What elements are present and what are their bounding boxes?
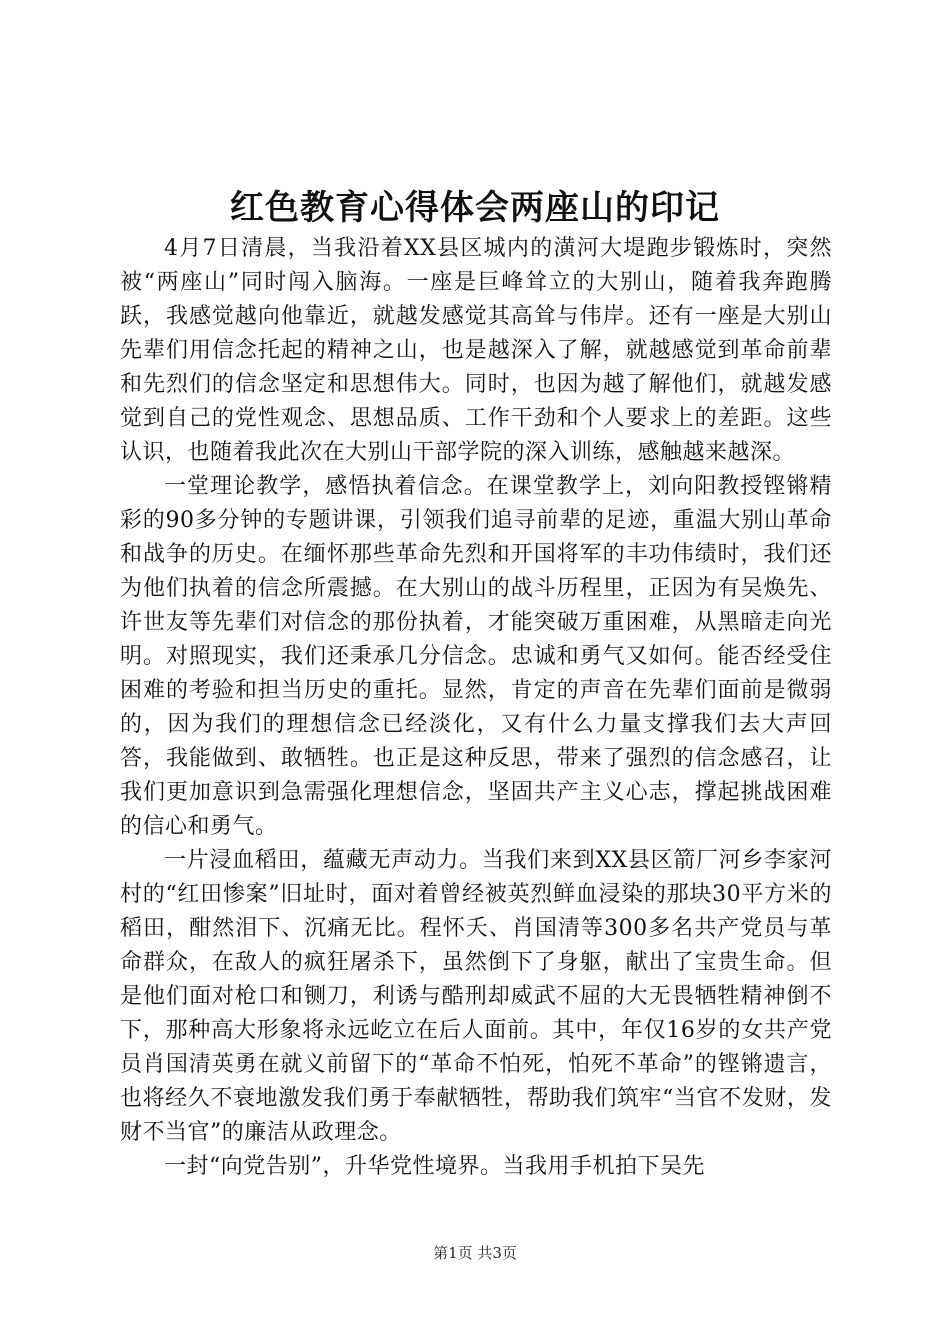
page-number-footer: 第1页 共3页 — [433, 1244, 517, 1262]
document-title: 红色教育心得体会两座山的印记 — [230, 188, 720, 228]
paragraph: 一堂理论教学，感悟执着信念。在课堂教学上，刘向阳教授铿锵精彩的90多分钟的专题讲课，引领我们追寻前辈的足迹，重温大别山革命和战争的历史。在缅怀那些革命先烈和开国将军的丰功伟绩时，我们还为他们执着的信念所震撼。在大别山的战斗历程里，正因为有吴焕先、许世友等先辈们对信念的那份执着，才能突破万重困难，从黑暗走向光明。对照现实，我们还秉承几分信念。忠诚和勇气又如何。能否经受住困难的考验和担当历史的重托。显然，肯定的声音在先辈们面前是微弱的，因为我们的理想信念已经淡化，又有什么力量支撑我们去大声回答，我能做到、敢牺牲。也正是这种反思，带来了强烈的信念感召，让我们更加意识到急需强化理想信念，坚固共产主义心志，撑起挑战困难的信心和勇气。 — [120, 474, 832, 839]
paragraph: 4月7日清晨，当我沿着XX县区城内的潢河大堤跑步锻炼时，突然被“两座山”同时闯入脑海。一座是巨峰耸立的大别山，随着我奔跑腾跃，我感觉越向他靠近，就越发感觉其高耸与伟岸。还有一座是大别山先辈们用信念托起的精神之山，也是越深入了解，就越感觉到革命前辈和先烈们的信念坚定和思想伟大。同时，也因为越了解他们，就越发感觉到自己的党性观念、思想品质、工作干劲和个人要求上的差距。这些认识，也随着我此次在大别山干部学院的深入训练，感触越来越深。 — [120, 236, 832, 465]
paragraph: 一封“向党告别”，升华党性境界。当我用手机拍下吴先 — [164, 1154, 705, 1179]
paragraph: 一片浸血稻田，蕴藏无声动力。当我们来到XX县区箭厂河乡李家河村的“红田惨案”旧址时，面对着曾经被英烈鲜血浸染的那块30平方米的稻田，酣然泪下、沉痛无比。程怀夭、肖国清等300多名共产党员与革命群众，在敌人的疯狂屠杀下，虽然倒下了身躯，献出了宝贵生命。但是他们面对枪口和铡刀，利诱与酷刑却威武不屈的大无畏牺牲精神倒不下，那种高大形象将永远屹立在后人面前。其中，年仅16岁的女共产党员肖国清英勇在就义前留下的“革命不怕死，怕死不革命”的铿锵遗言，也将经久不衰地激发我们勇于奉献牺牲，帮助我们筑牢“当官不发财，发财不当官”的廉洁从政理念。 — [120, 848, 832, 1145]
document-body — [120, 232, 832, 1184]
